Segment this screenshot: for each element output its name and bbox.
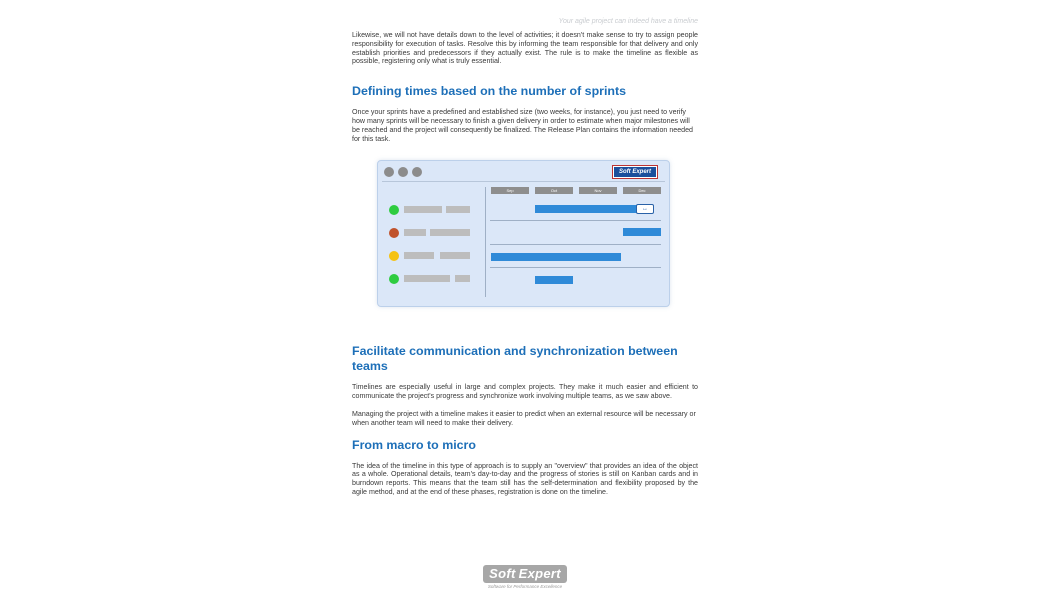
month-label: Dec	[623, 187, 661, 194]
gantt-task-bar[interactable]	[535, 276, 573, 284]
placeholder-text-bar	[430, 229, 470, 236]
placeholder-text-bar	[404, 229, 426, 236]
status-dot	[389, 251, 399, 261]
intro-paragraph: Likewise, we will not have details down to the level of activities; it doesn't make sense to try to assign people responsibility for execution of tasks. Resolve this by informing the team responsible for that delivery and only establish priorities and predecessors if they actually exist. The rule is to make the timeline as flexible as possible, registering only what is truly essential.	[352, 31, 698, 66]
timeline-window	[377, 160, 670, 307]
section-paragraph-communication-1: Timelines are especially useful in large and complex projects. They make it much easier and efficient to communicate the project's progress and synchronize work involving multiple teams, as we saw above.	[352, 383, 698, 401]
section-heading-communication: Facilitate communication and synchronization between teams	[352, 344, 678, 374]
status-dot	[389, 228, 399, 238]
status-dot	[389, 205, 399, 215]
window-divider	[382, 181, 665, 182]
softexpert-mini-logo: Soft Expert	[613, 166, 657, 178]
window-control-dot	[412, 167, 422, 177]
section-heading-macro: From macro to micro	[352, 437, 476, 452]
footer-logo	[470, 565, 580, 589]
month-label: Oct	[535, 187, 573, 194]
gantt-row-divider	[490, 220, 661, 221]
section-paragraph-macro: The idea of the timeline in this type of approach is to supply an "overview" that provides an idea of the object as a whole. Operational details, team's day-to-day and the progress of stories is still on Kanban cards and in burndown reports. This means that the team still has the self-determination and flexibility proposed by the agile method, and at the end of these phases, registration is done on the timeline.	[352, 461, 698, 496]
placeholder-text-bar	[404, 252, 434, 259]
section-heading-sprints: Defining times based on the number of sprints	[352, 84, 626, 99]
gantt-row-divider	[490, 267, 661, 268]
placeholder-text-bar	[404, 206, 442, 213]
timeline-illustration	[352, 152, 698, 330]
placeholder-text-bar	[440, 252, 470, 259]
section-paragraph-communication-2: Managing the project with a timeline makes it easier to predict when an external resource will be necessary or when another team will need to make their delivery.	[352, 409, 696, 427]
running-header: Your agile project can indeed have a timeline	[558, 18, 698, 25]
placeholder-text-bar	[455, 275, 470, 282]
window-control-dot	[398, 167, 408, 177]
softexpert-logo: Soft Expert	[483, 565, 567, 583]
timeline-column-divider	[485, 187, 486, 297]
month-label: Nov	[579, 187, 617, 194]
section-paragraph-sprints: Once your sprints have a predefined and established size (two weeks, for instance), you just need to verify how many sprints will be necessary to finish a given delivery in order to estimate when major milestones will be reached and the project will consequently be finalized. The Release Plan contains the information needed for this task.	[352, 108, 693, 143]
document-page	[352, 18, 698, 506]
window-control-dot	[384, 167, 394, 177]
month-label: Sep	[491, 187, 529, 194]
status-dot	[389, 274, 399, 284]
gantt-task-bar[interactable]	[623, 228, 661, 236]
placeholder-text-bar	[446, 206, 470, 213]
resize-arrows-icon[interactable]: ↔	[636, 204, 654, 214]
placeholder-text-bar	[404, 275, 450, 282]
gantt-task-bar[interactable]	[491, 253, 621, 261]
gantt-row-divider	[490, 244, 661, 245]
footer-tagline: Software for Performance Excellence	[487, 584, 563, 589]
gantt-task-bar[interactable]	[535, 205, 643, 213]
